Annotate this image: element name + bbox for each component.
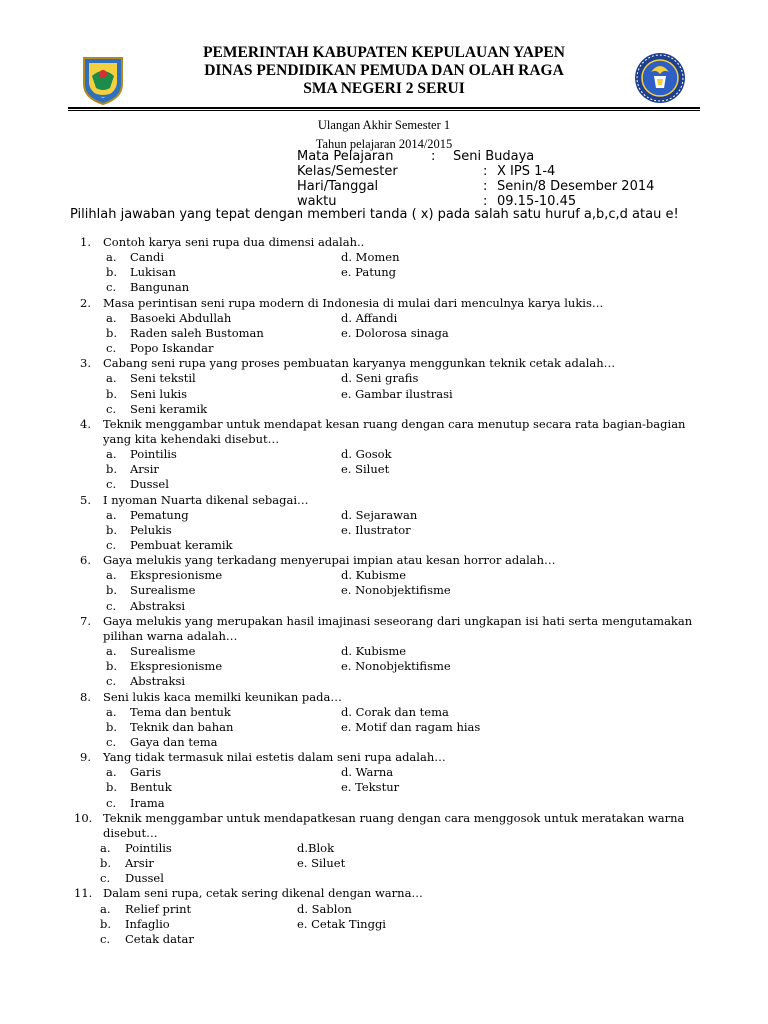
- letterhead-line-2: DINAS PENDIDIKAN PEMUDA DAN OLAH RAGA: [204, 62, 564, 79]
- info-colon: :: [483, 164, 488, 179]
- option-d: d. Sablon: [297, 901, 352, 916]
- option-b: Bentuk: [130, 780, 172, 795]
- question-text: disebut…: [103, 825, 158, 840]
- option-a: Relief print: [125, 901, 192, 916]
- instructions: Pilihlah jawaban yang tepat dengan memberi tanda ( x) pada salah satu huruf a,b,c,d atau e!: [70, 207, 679, 222]
- question-text: Teknik menggambar untuk mendapatkesan ruang dengan cara menggosok untuk meratakan warna: [103, 810, 685, 825]
- question-number: 2.: [80, 295, 91, 310]
- option-b: Surealisme: [130, 583, 196, 598]
- question-number: 11.: [74, 886, 93, 901]
- question-number: 4.: [80, 416, 91, 431]
- question-number: 9.: [80, 750, 91, 765]
- question-text: Gaya melukis yang terkadang menyerupai impian atau kesan horror adalah…: [103, 553, 556, 568]
- option-a: Tema dan bentuk: [130, 704, 231, 719]
- option-letter-b: b.: [106, 325, 118, 340]
- question-number: 1.: [80, 235, 91, 249]
- option-c: Dussel: [125, 871, 164, 886]
- option-e: e. Motif dan ragam hias: [341, 719, 481, 734]
- info-time-label: waktu: [297, 194, 337, 209]
- option-a: Pointilis: [130, 447, 177, 462]
- option-c: Abstraksi: [130, 674, 186, 689]
- question-text: Masa perintisan seni rupa modern di Indonesia di mulai dari menculnya karya lukis…: [103, 295, 604, 310]
- info-day-value: Senin/8 Desember 2014: [497, 179, 655, 194]
- option-letter-c: c.: [100, 931, 111, 946]
- option-b: Seni lukis: [130, 386, 188, 401]
- info-class-value: X IPS 1-4: [497, 164, 556, 179]
- option-a: Garis: [130, 765, 162, 780]
- option-b: Raden saleh Bustoman: [130, 325, 264, 340]
- option-letter-b: b.: [106, 780, 118, 795]
- question-text: yang kita kehendaki disebut…: [103, 431, 280, 446]
- option-e: e. Dolorosa sinaga: [341, 325, 449, 340]
- question-text: Cabang seni rupa yang proses pembuatan karyanya menggunkan teknik cetak adalah…: [103, 356, 616, 371]
- question-number: 6.: [80, 553, 91, 568]
- question-number: 7.: [80, 613, 91, 628]
- option-d: d. Momen: [341, 250, 400, 265]
- question-text: Gaya melukis yang merupakan hasil imajinasi seseorang dari ungkapan isi hati serta mengutamakan: [103, 613, 693, 628]
- question-number: 3.: [80, 356, 91, 371]
- info-subject-value: Seni Budaya: [453, 149, 535, 164]
- option-letter-b: b.: [106, 583, 118, 598]
- option-e: e. Ilustrator: [341, 522, 411, 537]
- option-a: Candi: [130, 250, 165, 265]
- option-d: d. Corak dan tema: [341, 704, 449, 719]
- option-letter-c: c.: [106, 598, 117, 613]
- question-text: Seni lukis kaca memilki keunikan pada…: [103, 689, 342, 704]
- option-d: d. Kubisme: [341, 644, 407, 659]
- option-c: Dussel: [130, 477, 169, 492]
- option-c: Popo Iskandar: [130, 341, 214, 356]
- option-letter-c: c.: [106, 401, 117, 416]
- option-b: Arsir: [125, 856, 154, 871]
- option-letter-a: a.: [106, 644, 117, 659]
- option-letter-c: c.: [106, 538, 117, 552]
- option-letter-c: c.: [106, 280, 117, 295]
- option-d: d. Warna: [341, 765, 394, 780]
- option-letter-c: c.: [106, 341, 117, 356]
- question-text: Teknik menggambar untuk mendapat kesan ruang dengan cara menutup secara rata bagian-bagian: [103, 416, 686, 431]
- option-c: Irama: [130, 795, 165, 810]
- info-subject-label: Mata Pelajaran: [297, 149, 394, 164]
- question-text: pilihan warna adalah…: [103, 628, 238, 643]
- option-letter-a: a.: [100, 901, 111, 916]
- option-d: d. Gosok: [341, 447, 392, 462]
- option-e: e. Cetak Tinggi: [297, 916, 386, 931]
- option-letter-a: a.: [106, 568, 117, 583]
- question-number: 8.: [80, 689, 91, 704]
- option-e: e. Nonobjektifisme: [341, 659, 451, 674]
- option-letter-a: a.: [106, 765, 117, 780]
- option-c: Gaya dan tema: [130, 734, 218, 749]
- option-letter-a: a.: [100, 841, 111, 855]
- option-letter-b: b.: [106, 386, 118, 401]
- option-d: d.Blok: [297, 841, 335, 855]
- option-letter-a: a.: [106, 310, 117, 325]
- option-letter-a: a.: [106, 704, 117, 719]
- option-letter-c: c.: [106, 795, 117, 810]
- question-text: Dalam seni rupa, cetak sering dikenal dengan warna…: [103, 886, 423, 901]
- question-text: Contoh karya seni rupa dua dimensi adalah..: [103, 235, 365, 249]
- info-colon: :: [431, 149, 436, 164]
- option-a: Seni tekstil: [130, 371, 196, 386]
- letterhead-line-3: SMA NEGERI 2 SERUI: [303, 80, 465, 97]
- option-c: Bangunan: [130, 280, 190, 295]
- info-time-value: 09.15-10.45: [497, 194, 577, 209]
- option-e: e. Patung: [341, 265, 396, 280]
- option-letter-a: a.: [106, 250, 117, 265]
- option-a: Ekspresionisme: [130, 568, 223, 583]
- option-b: Ekspresionisme: [130, 659, 223, 674]
- option-letter-c: c.: [100, 871, 111, 886]
- option-e: e. Nonobjektifisme: [341, 583, 451, 598]
- info-colon: :: [483, 194, 488, 209]
- option-a: Surealisme: [130, 644, 196, 659]
- question-text: Yang tidak termasuk nilai estetis dalam seni rupa adalah…: [103, 750, 446, 765]
- option-a: Basoeki Abdullah: [130, 310, 232, 325]
- question-text: I nyoman Nuarta dikenal sebagai…: [103, 492, 309, 507]
- option-b: Pelukis: [130, 522, 172, 537]
- option-b: Teknik dan bahan: [130, 719, 234, 734]
- option-b: Arsir: [130, 462, 159, 477]
- letterhead-line-1: PEMERINTAH KABUPATEN KEPULAUAN YAPEN: [203, 44, 565, 61]
- option-d: d. Sejarawan: [341, 507, 418, 522]
- option-e: e. Tekstur: [341, 780, 400, 795]
- option-d: d. Seni grafis: [341, 371, 419, 386]
- option-b: Infaglio: [125, 916, 170, 931]
- option-e: e. Gambar ilustrasi: [341, 386, 453, 401]
- option-letter-b: b.: [106, 719, 118, 734]
- option-d: d. Kubisme: [341, 568, 407, 583]
- option-a: Pointilis: [125, 841, 172, 855]
- option-letter-a: a.: [106, 507, 117, 522]
- option-c: Seni keramik: [130, 401, 208, 416]
- option-c: Abstraksi: [130, 598, 186, 613]
- option-letter-b: b.: [100, 856, 112, 871]
- option-letter-b: b.: [106, 462, 118, 477]
- option-c: Pembuat keramik: [130, 538, 233, 552]
- option-letter-c: c.: [106, 674, 117, 689]
- option-letter-b: b.: [106, 659, 118, 674]
- option-letter-a: a.: [106, 371, 117, 386]
- option-d: d. Affandi: [341, 310, 398, 325]
- question-number: 10.: [74, 810, 93, 825]
- option-c: Cetak datar: [125, 931, 194, 946]
- option-letter-b: b.: [100, 916, 112, 931]
- info-class-label: Kelas/Semester: [297, 164, 398, 179]
- option-letter-b: b.: [106, 265, 118, 280]
- option-letter-b: b.: [106, 522, 118, 537]
- exam-title: Ulangan Akhir Semester 1: [317, 118, 451, 132]
- option-letter-c: c.: [106, 734, 117, 749]
- option-letter-a: a.: [106, 447, 117, 462]
- option-a: Pematung: [130, 507, 189, 522]
- option-e: e. Siluet: [341, 462, 390, 477]
- question-number: 5.: [80, 492, 91, 507]
- option-b: Lukisan: [130, 265, 176, 280]
- info-day-label: Hari/Tanggal: [297, 179, 379, 194]
- exam-year: Tahun pelajaran 2014/2015: [315, 137, 453, 151]
- option-letter-c: c.: [106, 477, 117, 492]
- info-colon: :: [483, 179, 488, 194]
- option-e: e. Siluet: [297, 856, 346, 871]
